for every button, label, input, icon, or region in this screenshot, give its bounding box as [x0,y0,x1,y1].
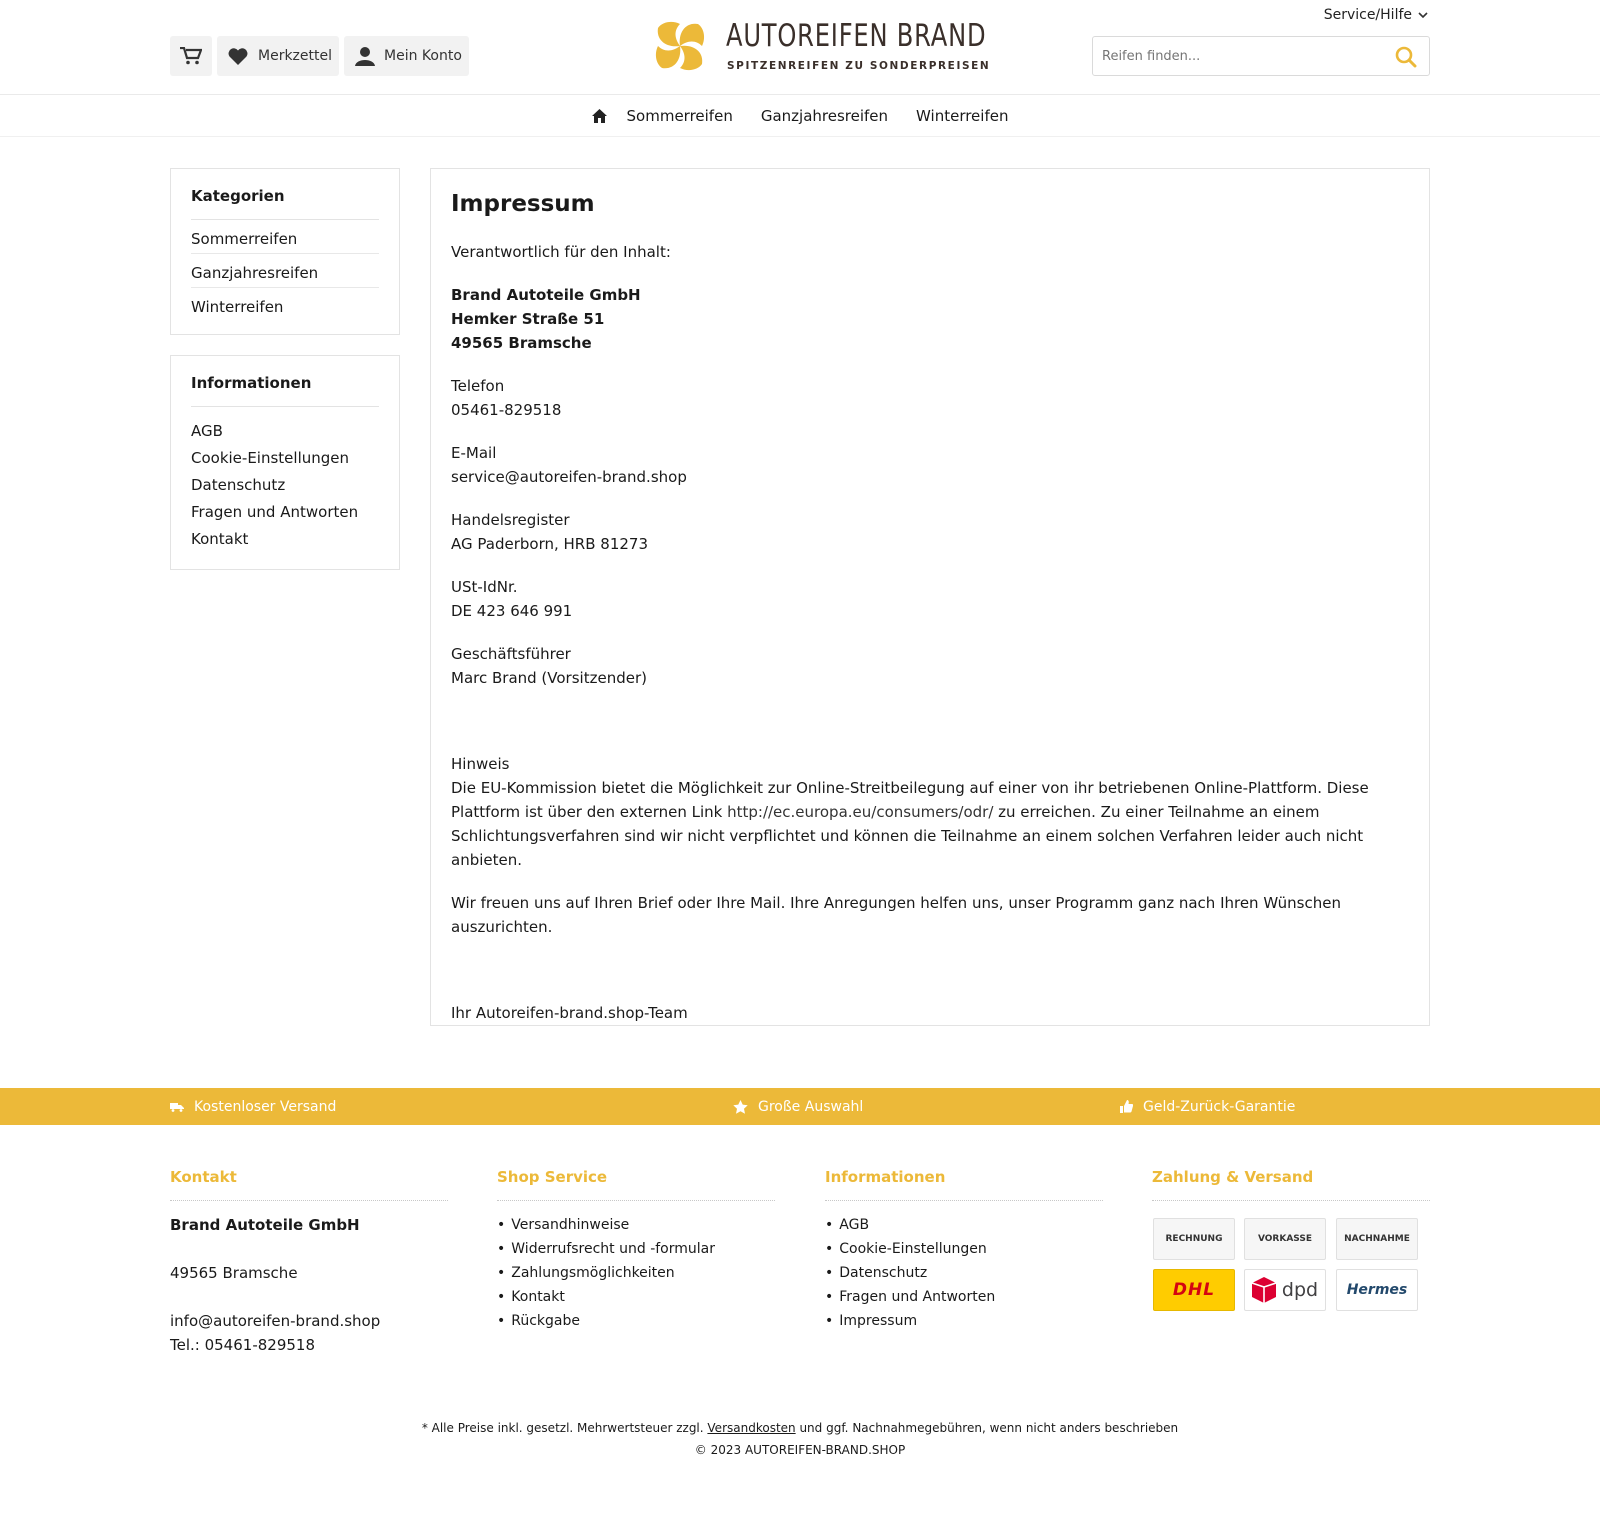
sidebar-item-cookie[interactable]: Cookie-Einstellungen [191,449,350,467]
email-label: E-Mail [451,444,497,462]
cart-icon [180,47,202,65]
usp-guarantee-label: Geld-Zurück-Garantie [1143,1098,1296,1115]
footer-kontakt-title: Kontakt [170,1168,448,1201]
usp-selection-label: Große Auswahl [758,1098,864,1115]
ceo-value: Marc Brand (Vorsitzender) [451,669,647,687]
hint-label: Hinweis [451,755,510,773]
footer-email[interactable]: info@autoreifen-brand.shop [170,1312,381,1330]
sidebar-item-winterreifen[interactable]: Winterreifen [191,298,284,316]
star-icon [733,1100,748,1114]
thumbs-up-icon [1120,1100,1133,1113]
account-label: Mein Konto [384,48,462,64]
footer-phone: Tel.: 05461-829518 [170,1336,315,1354]
sidebar-item-sommerreifen[interactable]: Sommerreifen [191,220,379,254]
legal-line [0,1417,1600,1439]
usp-shipping [170,1088,336,1125]
register-label: Handelsregister [451,511,570,529]
account-button[interactable] [344,36,469,76]
odr-link[interactable]: http://ec.europa.eu/consumers/odr/ [727,803,994,821]
nav-ganzjahresreifen[interactable]: Ganzjahresreifen [760,106,889,125]
shipping-hermes-label: Hermes [1346,1282,1408,1298]
register-value: AG Paderborn, HRB 81273 [451,535,648,553]
logo[interactable] [652,18,991,74]
information-title: Informationen [191,374,379,407]
search-icon[interactable] [1395,46,1417,68]
phone-value: 05461-829518 [451,401,562,419]
sidebar-item-kontakt[interactable]: Kontakt [191,530,249,548]
merkzettel-button[interactable] [217,36,339,76]
cart-button[interactable] [170,36,212,76]
logo-tagline: SPITZENREIFEN ZU SONDERPREISEN [727,60,991,72]
payment-rechnung [1153,1218,1235,1260]
company-street: Hemker Straße 51 [451,310,605,328]
search-input[interactable] [1093,37,1383,75]
sidebar-item-ganzjahresreifen[interactable]: Ganzjahresreifen [191,254,379,288]
payment-rechnung-label: RECHNUNG [1165,1234,1223,1244]
shipping-dhl-label: DHL [1172,1280,1216,1300]
shipping-dhl [1153,1269,1235,1311]
email-value[interactable]: service@autoreifen-brand.shop [451,468,687,486]
shipping-hermes [1336,1269,1418,1311]
copyright: © 2023 AUTOREIFEN-BRAND.SHOP [694,1443,906,1457]
service-label: Service/Hilfe [1323,7,1412,23]
categories-title: Kategorien [191,187,379,220]
footer-link-zahlung[interactable]: • Zahlungsmöglichkeiten [497,1261,775,1285]
chevron-down-icon [1418,12,1428,19]
merkzettel-label: Merkzettel [258,48,332,64]
footer-company: Brand Autoteile GmbH [170,1216,360,1234]
closing-text: Wir freuen uns auf Ihren Brief oder Ihre Mail. Ihre Anregungen helfen uns, unser Programm ganz nach Ihren Wünschen auszurichten. [451,894,1341,936]
footer-city: 49565 Bramsche [170,1264,298,1282]
footer-link-rueckgabe[interactable]: • Rückgabe [497,1309,775,1333]
ceo-label: Geschäftsführer [451,645,571,663]
hint-part1: Die EU-Kommission bietet die Möglichkeit zur Online-Streitbeilegung auf einer von ihr betriebenen Online-Plattform. Diese Plattform ist über den externen Link [451,779,1369,821]
footer-informationen [825,1168,1103,1333]
logo-mark [652,18,708,74]
payment-vorkasse [1244,1218,1326,1260]
shipping-dpd-label: dpd [1281,1279,1319,1301]
sidebar-categories [170,168,400,335]
versandkosten-link[interactable]: Versandkosten [707,1421,796,1435]
nav-sommerreifen[interactable]: Sommerreifen [626,106,733,125]
footer-link-impressum[interactable]: • Impressum [825,1309,1103,1333]
legal-pre: * Alle Preise inkl. gesetzl. Mehrwertsteuer zzgl. [421,1421,708,1435]
shipping-dpd [1244,1269,1326,1311]
header [0,0,1600,95]
company-city: 49565 Bramsche [451,334,592,352]
company-name: Brand Autoteile GmbH [451,286,641,304]
footer-link-versandhinweise[interactable]: • Versandhinweise [497,1213,775,1237]
sidebar-item-datenschutz[interactable]: Datenschutz [191,476,286,494]
footer-payment-shipping [1152,1168,1430,1213]
hint-part2: zu erreichen. Zu einer Teilnahme an einem Schlichtungsverfahren sind wir nicht verpflichtet und können die Teilnahme an einem solchen Verfahren leider auch nicht anbieten. [451,803,1364,869]
footer-info-title: Informationen [825,1168,1103,1201]
legal-post: und ggf. Nachnahmegebühren, wenn nicht anders beschrieben [795,1421,1179,1435]
footer-service-title: Shop Service [497,1168,775,1201]
usp-band [0,1088,1600,1125]
responsible-text: Verantwortlich für den Inhalt: [451,243,671,261]
footer-link-datenschutz[interactable]: • Datenschutz [825,1261,1103,1285]
footer-link-cookie[interactable]: • Cookie-Einstellungen [825,1237,1103,1261]
footer-kontakt [170,1168,448,1357]
legal-footer [0,1417,1600,1461]
footer-pay-title: Zahlung & Versand [1152,1168,1430,1201]
sidebar-item-faq[interactable]: Fragen und Antworten [191,503,359,521]
payment-vorkasse-label: VORKASSE [1257,1234,1313,1244]
footer-link-agb[interactable]: • AGB [825,1213,1103,1237]
main-nav [0,95,1600,137]
payment-nachnahme [1336,1218,1418,1260]
vat-value: DE 423 646 991 [451,602,573,620]
footer-link-faq[interactable]: • Fragen und Antworten [825,1285,1103,1309]
footer-link-widerruf[interactable]: • Widerrufsrecht und -formular [497,1237,775,1261]
phone-label: Telefon [451,377,505,395]
nav-winterreifen[interactable]: Winterreifen [916,106,1009,125]
service-help-menu[interactable] [1324,7,1428,23]
user-icon [355,46,375,66]
home-icon[interactable] [592,109,607,123]
sidebar-item-agb[interactable]: AGB [191,422,223,440]
footer-link-kontakt[interactable]: • Kontakt [497,1285,775,1309]
sidebar-information [170,355,400,570]
content-panel [430,168,1430,1026]
payment-nachnahme-label: NACHNAHME [1344,1234,1410,1244]
usp-shipping-label: Kostenloser Versand [194,1098,337,1115]
heart-icon [227,47,249,66]
usp-guarantee [1120,1088,1295,1125]
truck-icon [170,1102,184,1112]
footer-shop-service [497,1168,775,1333]
dpd-cube-icon [1252,1277,1276,1303]
team-signature: Ihr Autoreifen-brand.shop-Team [451,1004,688,1022]
usp-selection [733,1088,863,1125]
page-title: Impressum [451,191,595,217]
hint-text [451,776,1409,872]
search-box [1092,36,1430,76]
logo-title: AUTOREIFEN BRAND [726,18,987,54]
vat-label: USt-IdNr. [451,578,518,596]
